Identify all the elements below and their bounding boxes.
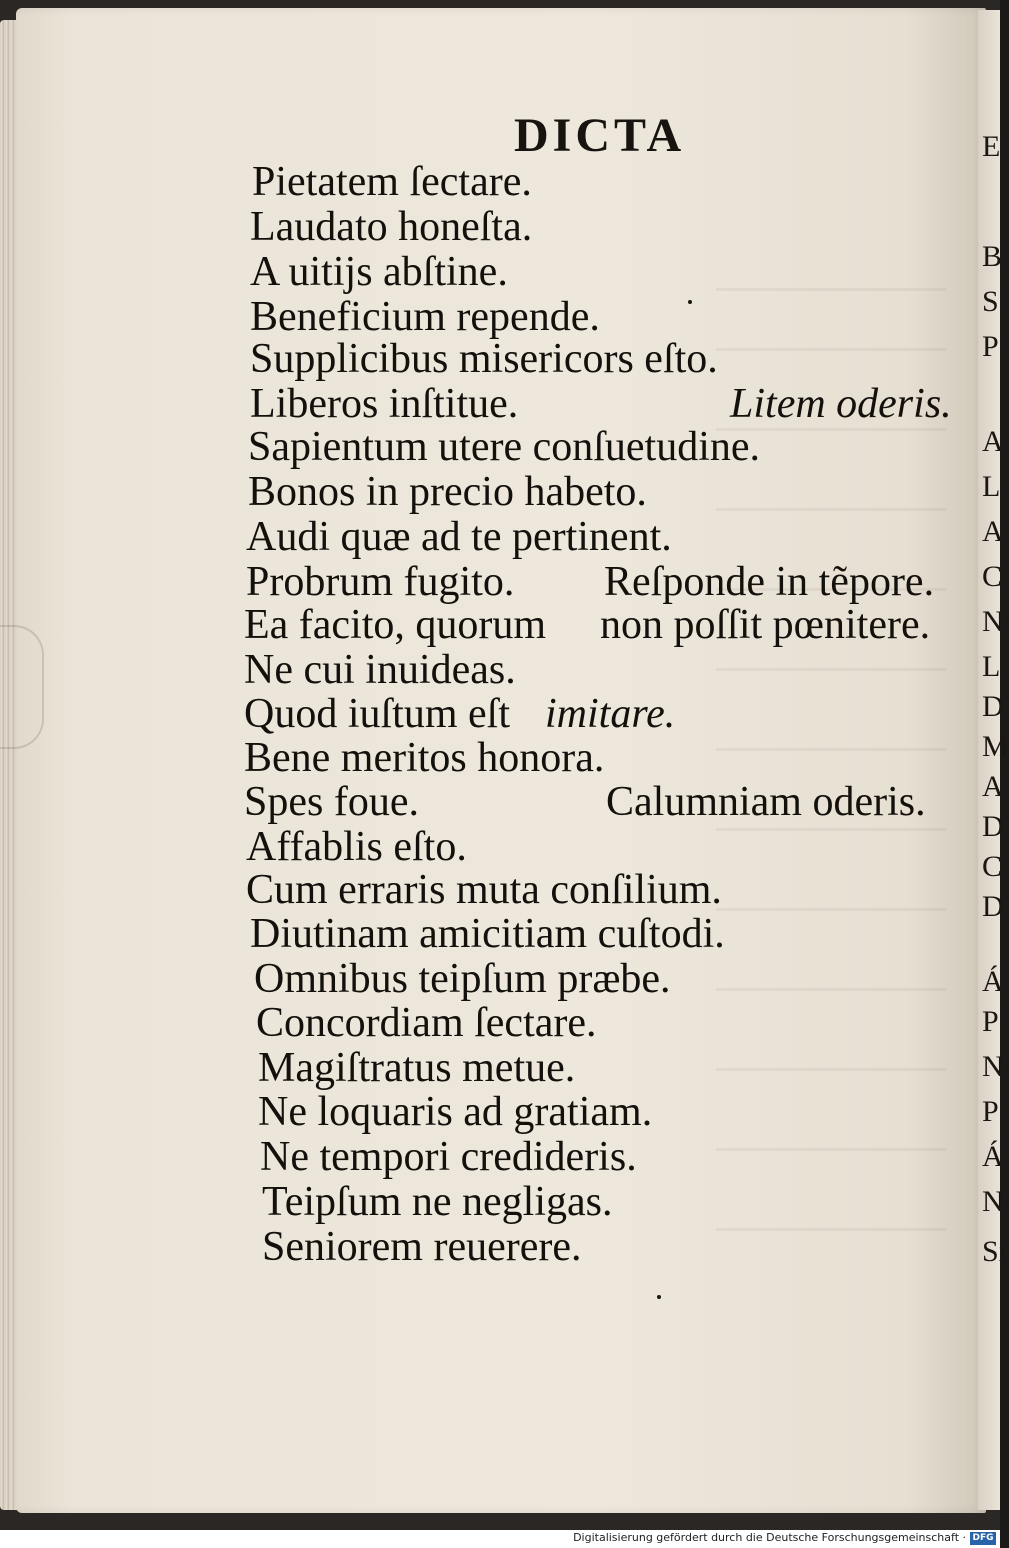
text-line: Beneficium rependе.: [250, 294, 600, 340]
footer-bar: [0, 1530, 1000, 1548]
text-line: Audi quæ ad te pertinent.: [246, 514, 672, 560]
footer-credit: Digitalisierung gefördert durch die Deutsche Forschungsgemeinschaft ·: [573, 1531, 966, 1544]
text-line: Diutinam amicitiam cuſtodi.: [250, 911, 725, 957]
edge-letter: N: [982, 605, 1004, 638]
edge-letter: C: [982, 560, 1003, 593]
dfg-logo: DFG: [970, 1532, 996, 1545]
edge-letter: A: [982, 770, 1004, 803]
edge-letter: P: [982, 1095, 999, 1128]
text-line: Sapientum utere conſuetudine.: [248, 424, 761, 470]
text-line: Ne loquaris ad gratiam.: [258, 1089, 653, 1135]
text-line: Concordiam ſectare.: [256, 1000, 597, 1046]
ink-speck: [657, 1295, 661, 1299]
edge-letter: Si: [982, 1235, 1008, 1268]
text-line: Probrum fugito.: [246, 559, 515, 605]
edge-letter: S: [982, 285, 999, 318]
text-line: Ea facito, quorum: [244, 602, 547, 648]
text-line: imitare.: [545, 691, 676, 737]
edge-letter: L: [982, 650, 1001, 683]
edge-letter: Á: [982, 1140, 1004, 1173]
text-line: Pietatem ſectare.: [252, 159, 532, 205]
text-line: Bene meritos honora.: [244, 735, 605, 781]
edge-letter: P: [982, 1005, 999, 1038]
text-line: Calumniam oderis.: [606, 779, 926, 825]
edge-letter: D: [982, 690, 1004, 723]
text-line: Omnibus teipſum præbe.: [254, 956, 671, 1002]
ink-speck: [688, 300, 692, 304]
edge-letter: L: [982, 470, 1001, 503]
page-title: DICTA: [514, 109, 686, 162]
text-line: A uitijs abſtine.: [250, 249, 508, 295]
edge-letter: C: [982, 850, 1003, 883]
edge-letter: A: [982, 425, 1004, 458]
text-line: Supplicibus misericors eſto.: [250, 336, 718, 382]
text-line: Seniorem reuerere.: [262, 1224, 582, 1270]
text-line: Magiſtratus metue.: [258, 1045, 576, 1091]
edge-letter: N: [982, 1185, 1004, 1218]
text-line: Bonos in precio habeto.: [248, 469, 647, 515]
text-line: Ne tempori credideris.: [260, 1134, 637, 1180]
text-line: Laudato honeſta.: [250, 204, 533, 250]
text-line: non poſſit pœnitere.: [600, 602, 931, 648]
edge-letter: N: [982, 1050, 1004, 1083]
text-line: Teipſum ne negligas.: [262, 1179, 613, 1225]
edge-letter: D: [982, 890, 1004, 923]
edge-letter: E: [982, 130, 1001, 163]
text-line: Reſponde in tẽpore.: [604, 559, 935, 605]
edge-letter: M: [982, 730, 1009, 763]
edge-letter: D: [982, 810, 1004, 843]
text-line: Spes foue.: [244, 779, 419, 825]
text-line: Ne cui inuideas.: [244, 647, 516, 693]
text-line: Liberos inſtitue.: [250, 381, 519, 427]
edge-letter: B: [982, 240, 1003, 273]
edge-letter: P: [982, 330, 999, 363]
text-line: Quod iuſtum eſt: [244, 691, 510, 737]
edge-letter: A: [982, 515, 1004, 548]
text-line: Litem oderis.: [730, 381, 952, 427]
text-line: Affablis eſto.: [246, 824, 467, 870]
edge-letter: Á: [982, 965, 1004, 998]
text-line: Cum erraris muta conſilium.: [246, 867, 722, 913]
